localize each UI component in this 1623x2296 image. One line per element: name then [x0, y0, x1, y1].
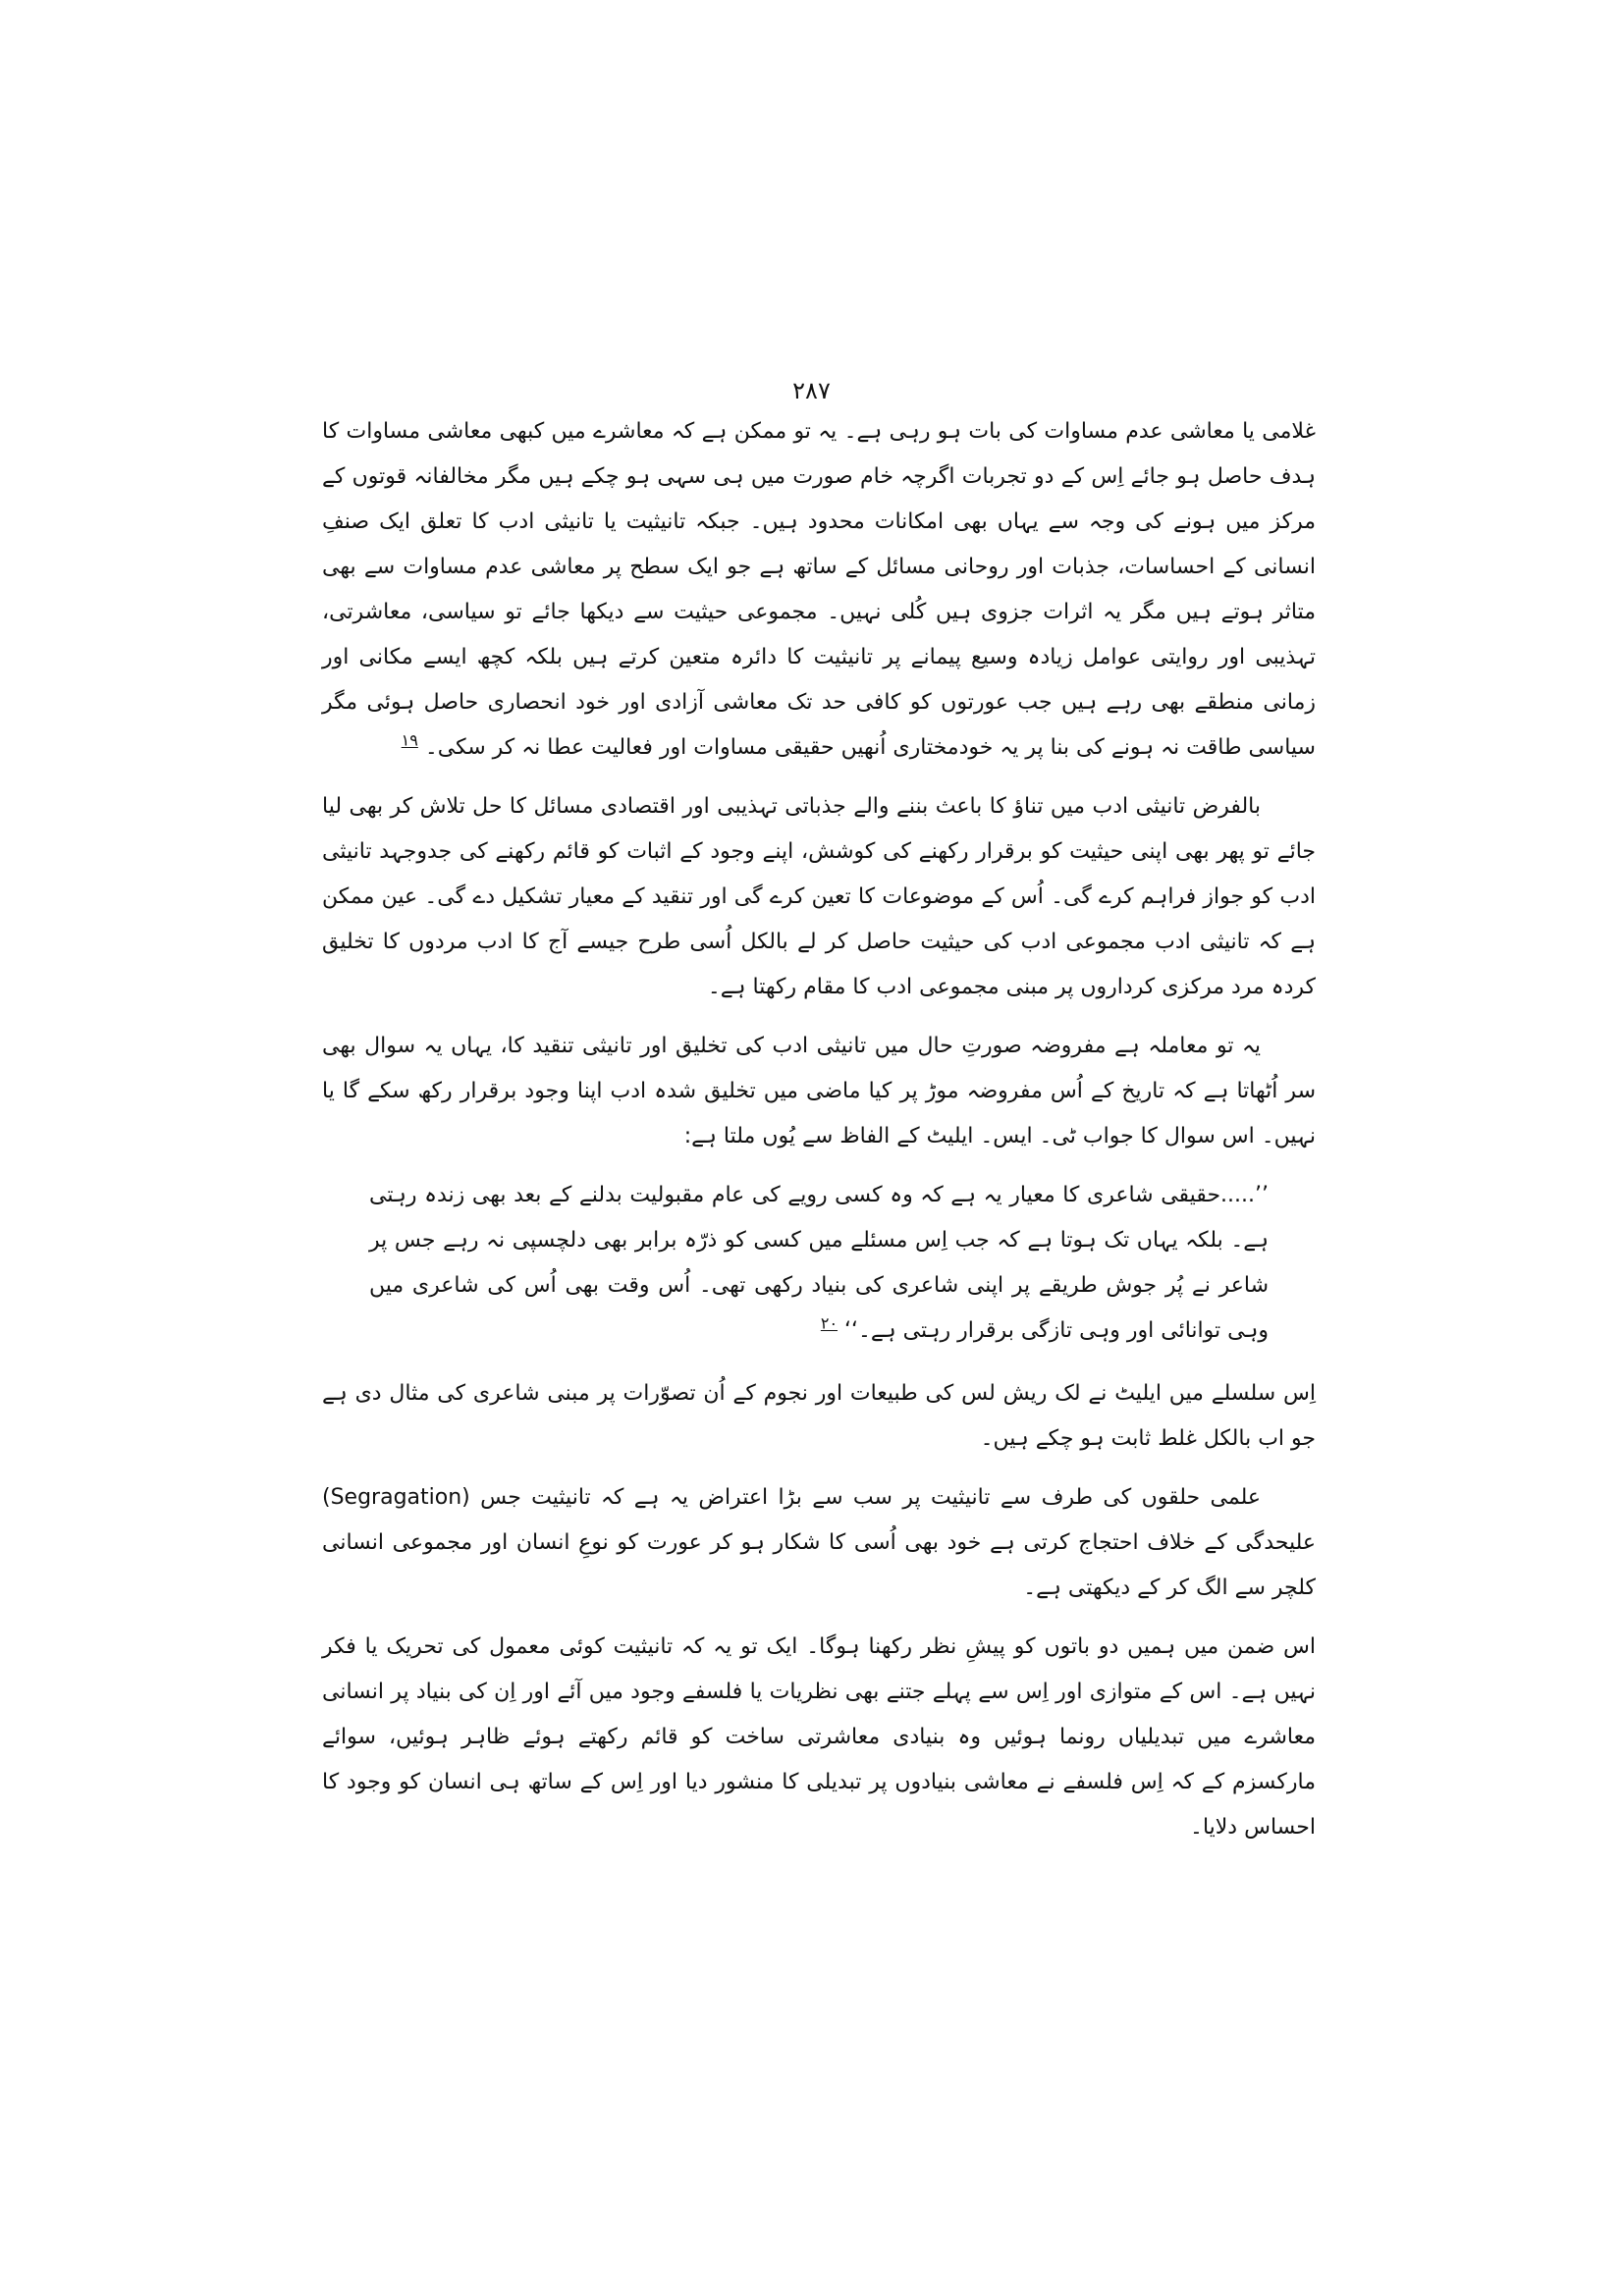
paragraph-text-end: علیحدگی کے خلاف احتجاج کرتی ہے خود بھی اُسی کا شکار ہو کر عورت کو نوعِ انسان اور مجموعی انسانی کلچر سے الگ کر کے دیکھتی ہے۔: [322, 1530, 1316, 1600]
paragraph-closing: [322, 1625, 1316, 1850]
paragraph-hypothesis: [322, 784, 1316, 1010]
footnote-reference: ۱۹: [401, 730, 418, 750]
paragraph-after-quote: [322, 1371, 1316, 1462]
paragraph-text: اس ضمن میں ہمیں دو باتوں کو پیشِ نظر رکھنا ہوگا۔ ایک تو یہ کہ تانیثیت کوئی معمول کی تحریک یا فکر نہیں ہے۔ اس کے متوازی اور اِس سے پہلے جتنے بھی نظریات یا فلسفے وجود میں آئے اور اِن کی بنیاد پر انسانی معاشرے میں تبدیلیاں رونما ہوئیں وہ بنیادی معاشرتی ساخت کو قائم رکھتے ہوئے ظاہر ہوئیں، سوائے مارکسزم کے کہ اِس فلسفے نے معاشی بنیادوں پر تبدیلی کا منشور دیا اور اِس کے ساتھ ہی انسان کو وجود کا احساس دلایا۔: [322, 1634, 1316, 1840]
paragraph-text: اِس سلسلے میں ایلیٹ نے لک ریش لس کی طبیعات اور نجوم کے اُن تصوّرات پر مبنی شاعری کی مثال دی ہے جو اب بالکل غلط ثابت ہو چکے ہیں۔: [322, 1381, 1316, 1451]
page-body: [322, 409, 1316, 1864]
paragraph-text: غلامی یا معاشی عدم مساوات کی بات ہو رہی ہے۔ یہ تو ممکن ہے کہ معاشرے میں کبھی معاشی مساوات کا ہدف حاصل ہو جائے اِس کے دو تجربات اگرچہ خام صورت میں ہی سہی ہو چکے ہیں مگر مخالفانہ قوتوں کے مرکز میں ہونے کی وجہ سے یہاں بھی امکانات محدود ہیں۔ جبکہ تانیثیت یا تانیثی ادب کا تعلق ایک صنفِ انسانی کے احساسات، جذبات اور روحانی مسائل کے ساتھ ہے جو ایک سطح پر معاشی عدم مساوات سے بھی متاثر ہوتے ہیں مگر یہ اثرات جزوی ہیں کُلی نہیں۔ مجموعی حیثیت سے دیکھا جائے تو سیاسی، معاشرتی، تہذیبی اور روایتی عوامل زیادہ وسیع پیمانے پر تانیثیت کا دائرہ متعین کرتے ہیں بلکہ کچھ ایسے مکانی اور زمانی منطقے بھی رہے ہیں جب عورتوں کو کافی حد تک معاشی آزادی اور خود انحصاری حاصل ہوئی مگر سیاسی طاقت نہ ہونے کی بنا پر یہ خودمختاری اُنھیں حقیقی مساوات اور فعالیت عطا نہ کر سکی۔: [322, 419, 1316, 760]
paragraph-text: یہ تو معاملہ ہے مفروضہ صورتِ حال میں تانیثی ادب کی تخلیق اور تانیثی تنقید کا، یہاں یہ سوال بھی سر اُٹھاتا ہے کہ تاریخ کے اُس مفروضہ موڑ پر کیا ماضی میں تخلیق شدہ ادب اپنا وجود برقرار رکھ سکے گا یا نہیں۔ اس سوال کا جواب ٹی۔ ایس۔ ایلیٹ کے الفاظ سے یُوں ملتا ہے:: [322, 1034, 1316, 1148]
paragraph-eliot-question: [322, 1024, 1316, 1159]
block-quote: [369, 1173, 1269, 1354]
footnote-reference: ۲۰: [820, 1313, 839, 1333]
paragraph-text: بالفرض تانیثی ادب میں تناؤ کا باعث بننے والے جذباتی تہذیبی اور اقتصادی مسائل کا حل تلاش کر بھی لیا جائے تو پھر بھی اپنی حیثیت کو برقرار رکھنے کی کوشش، اپنے وجود کے اثبات کو قائم رکھنے کی جدوجہد تانیثی ادب کو جواز فراہم کرے گی۔ اُس کے موضوعات کا تعین کرے گی اور تنقید کے معیار تشکیل دے گی۔ عین ممکن ہے کہ تانیثی ادب مجموعی ادب کی حیثیت حاصل کر لے بالکل اُسی طرح جیسے آج کا ادب مردوں کا تخلیق کردہ مرد مرکزی کرداروں پر مبنی مجموعی ادب کا مقام رکھتا ہے۔: [322, 794, 1316, 999]
quote-text: ’’.....حقیقی شاعری کا معیار یہ ہے کہ وہ کسی رویے کی عام مقبولیت بدلنے کے بعد بھی زندہ رہتی ہے۔ بلکہ یہاں تک ہوتا ہے کہ جب اِس مسئلے میں کسی کو ذرّہ برابر بھی دلچسپی نہ رہے جس پر شاعر نے پُر جوش طریقے پر اپنی شاعری کی بنیاد رکھی تھی۔ اُس وقت بھی اُس کی شاعری میں وہی توانائی اور وہی تازگی برقرار رہتی ہے۔‘‘: [369, 1183, 1269, 1343]
paragraph-objection: [322, 1475, 1316, 1611]
page-number: ۲۸۷: [792, 377, 831, 404]
paragraph-text-start: علمی حلقوں کی طرف سے تانیثیت پر سب سے بڑا اعتراض یہ ہے کہ تانیثیت جس: [480, 1485, 1261, 1510]
english-term: (Segragation): [322, 1485, 470, 1510]
paragraph-economic-inequality: [322, 409, 1316, 771]
